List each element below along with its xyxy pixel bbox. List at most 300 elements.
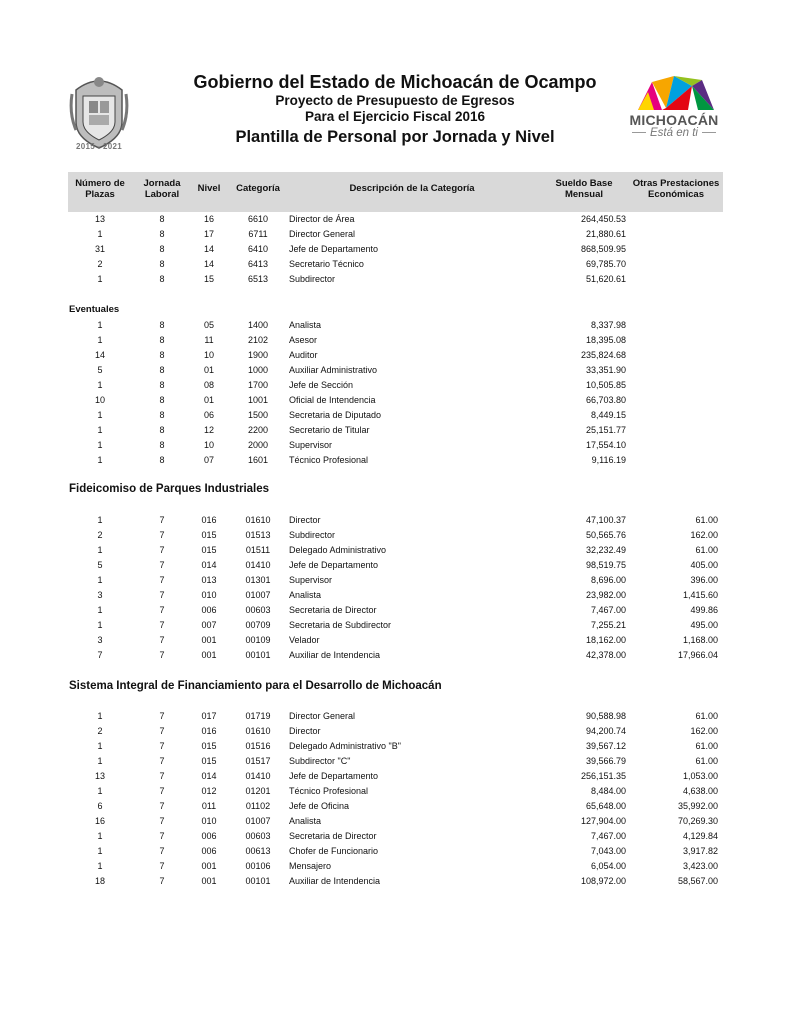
cell-otras-prestaciones: 1,053.00 — [682, 771, 718, 781]
cell-descripcion: Director — [289, 515, 321, 525]
cell-descripcion: Jefe de Departamento — [289, 771, 379, 781]
table-row — [68, 363, 723, 378]
table-row — [68, 739, 723, 754]
cell-descripcion: Delegado Administrativo "B" — [289, 741, 401, 751]
cell-nivel: 16 — [203, 214, 214, 224]
col-descripcion: Descripción de la Categoría — [349, 183, 475, 194]
cell-categoria: 01007 — [245, 590, 271, 600]
cell-sueldo-base: 98,519.75 — [585, 560, 626, 570]
cell-jornada: 7 — [159, 650, 165, 660]
cell-categoria: 2000 — [247, 440, 269, 450]
table-row — [68, 724, 723, 739]
cell-numero-plazas: 1 — [97, 545, 103, 555]
cell-numero-plazas: 13 — [94, 214, 105, 224]
cell-descripcion: Subdirector — [289, 274, 336, 284]
cell-jornada: 8 — [159, 320, 165, 330]
cell-numero-plazas: 1 — [97, 425, 103, 435]
cell-jornada: 7 — [159, 801, 165, 811]
cell-jornada: 7 — [159, 876, 165, 886]
table-row — [68, 257, 723, 272]
cell-nivel: 012 — [201, 786, 217, 796]
state-coat-of-arms-icon — [68, 70, 130, 152]
table-row — [68, 633, 723, 648]
cell-numero-plazas: 1 — [97, 786, 103, 796]
cell-sueldo-base: 256,151.35 — [580, 771, 626, 781]
cell-sueldo-base: 39,566.79 — [585, 756, 626, 766]
cell-numero-plazas: 1 — [97, 711, 103, 721]
cell-categoria: 1601 — [247, 455, 269, 465]
table-row — [68, 378, 723, 393]
table-row — [68, 814, 723, 829]
table-row — [68, 618, 723, 633]
cell-descripcion: Secretario de Titular — [289, 425, 370, 435]
table-row — [68, 709, 723, 724]
cell-sueldo-base: 8,449.15 — [590, 410, 626, 420]
cell-nivel: 12 — [203, 425, 214, 435]
cell-otras-prestaciones: 4,129.84 — [682, 831, 718, 841]
document-header — [0, 0, 791, 170]
cell-otras-prestaciones: 1,168.00 — [682, 635, 718, 645]
cell-descripcion: Director — [289, 726, 321, 736]
cell-categoria: 01719 — [245, 711, 271, 721]
cell-numero-plazas: 3 — [97, 590, 103, 600]
cell-otras-prestaciones: 58,567.00 — [677, 876, 718, 886]
cell-nivel: 017 — [201, 711, 217, 721]
cell-sueldo-base: 94,200.74 — [585, 726, 626, 736]
cell-sueldo-base: 7,043.00 — [590, 846, 626, 856]
cell-nivel: 013 — [201, 575, 217, 585]
cell-nivel: 010 — [201, 590, 217, 600]
cell-nivel: 006 — [201, 831, 217, 841]
cell-descripcion: Velador — [289, 635, 320, 645]
cell-nivel: 016 — [201, 726, 217, 736]
table-row — [68, 348, 723, 363]
cell-sueldo-base: 25,151.77 — [585, 425, 626, 435]
cell-sueldo-base: 33,351.90 — [585, 365, 626, 375]
table-row — [68, 844, 723, 859]
table-row — [68, 784, 723, 799]
cell-descripcion: Director General — [289, 711, 356, 721]
cell-nivel: 016 — [201, 515, 217, 525]
cell-jornada: 8 — [159, 455, 165, 465]
cell-jornada: 7 — [159, 786, 165, 796]
cell-nivel: 014 — [201, 771, 217, 781]
table-column-header — [68, 172, 723, 212]
cell-nivel: 15 — [203, 274, 214, 284]
cell-otras-prestaciones: 3,917.82 — [682, 846, 718, 856]
table-row — [68, 874, 723, 889]
table-row — [68, 513, 723, 528]
table-row — [68, 829, 723, 844]
cell-numero-plazas: 6 — [97, 801, 103, 811]
cell-nivel: 07 — [203, 455, 214, 465]
cell-otras-prestaciones: 4,638.00 — [682, 786, 718, 796]
cell-jornada: 7 — [159, 861, 165, 871]
cell-descripcion: Técnico Profesional — [289, 786, 369, 796]
table-row — [68, 212, 723, 227]
cell-jornada: 8 — [159, 395, 165, 405]
cell-nivel: 011 — [201, 801, 217, 811]
cell-sueldo-base: 66,703.80 — [585, 395, 626, 405]
cell-otras-prestaciones: 17,966.04 — [677, 650, 718, 660]
cell-nivel: 015 — [201, 545, 217, 555]
report-title: Plantilla de Personal por Jornada y Nivel — [235, 128, 555, 146]
cell-otras-prestaciones: 61.00 — [695, 545, 718, 555]
cell-descripcion: Jefe de Sección — [289, 380, 354, 390]
cell-categoria: 01410 — [245, 560, 271, 570]
cell-jornada: 7 — [159, 771, 165, 781]
cell-jornada: 7 — [159, 560, 165, 570]
cell-categoria: 6513 — [247, 274, 269, 284]
table-row — [68, 408, 723, 423]
cell-categoria: 1500 — [247, 410, 269, 420]
fiscal-year-subtitle: Para el Ejercicio Fiscal 2016 — [304, 109, 486, 124]
cell-sueldo-base: 50,565.76 — [585, 530, 626, 540]
section-title: Eventuales — [69, 304, 120, 315]
cell-jornada: 7 — [159, 816, 165, 826]
cell-numero-plazas: 1 — [97, 831, 103, 841]
cell-jornada: 8 — [159, 229, 165, 239]
cell-descripcion: Mensajero — [289, 861, 332, 871]
cell-descripcion: Secretaria de Director — [289, 831, 377, 841]
table-row — [68, 573, 723, 588]
cell-otras-prestaciones: 61.00 — [695, 515, 718, 525]
cell-jornada: 8 — [159, 410, 165, 420]
cell-jornada: 7 — [159, 846, 165, 856]
cell-categoria: 01516 — [245, 741, 271, 751]
cell-categoria: 01610 — [245, 726, 271, 736]
cell-categoria: 01201 — [245, 786, 271, 796]
cell-descripcion: Auditor — [289, 350, 318, 360]
cell-jornada: 7 — [159, 575, 165, 585]
cell-otras-prestaciones: 3,423.00 — [682, 861, 718, 871]
cell-otras-prestaciones: 495.00 — [690, 620, 718, 630]
cell-nivel: 17 — [203, 229, 214, 239]
cell-descripcion: Secretaria de Subdirector — [289, 620, 392, 630]
cell-jornada: 7 — [159, 545, 165, 555]
cell-categoria: 01513 — [245, 530, 271, 540]
cell-numero-plazas: 1 — [97, 229, 103, 239]
cell-descripcion: Asesor — [289, 335, 318, 345]
cell-categoria: 1400 — [247, 320, 269, 330]
cell-jornada: 7 — [159, 515, 165, 525]
cell-sueldo-base: 868,509.95 — [580, 244, 626, 254]
table-row — [68, 603, 723, 618]
cell-categoria: 00613 — [245, 846, 271, 856]
cell-categoria: 00101 — [245, 876, 271, 886]
cell-numero-plazas: 1 — [97, 274, 103, 284]
cell-sueldo-base: 235,824.68 — [580, 350, 626, 360]
cell-nivel: 06 — [203, 410, 214, 420]
cell-sueldo-base: 21,880.61 — [585, 229, 626, 239]
cell-numero-plazas: 1 — [97, 440, 103, 450]
cell-categoria: 1900 — [247, 350, 269, 360]
cell-categoria: 00603 — [245, 605, 271, 615]
cell-categoria: 2102 — [247, 335, 269, 345]
cell-jornada: 8 — [159, 425, 165, 435]
cell-sueldo-base: 32,232.49 — [585, 545, 626, 555]
cell-otras-prestaciones: 61.00 — [695, 711, 718, 721]
cell-sueldo-base: 6,054.00 — [590, 861, 626, 871]
cell-sueldo-base: 8,484.00 — [590, 786, 626, 796]
cell-descripcion: Secretario Técnico — [289, 259, 364, 269]
cell-sueldo-base: 108,972.00 — [580, 876, 626, 886]
cell-descripcion: Secretaria de Director — [289, 605, 377, 615]
cell-sueldo-base: 23,982.00 — [585, 590, 626, 600]
cell-otras-prestaciones: 396.00 — [690, 575, 718, 585]
table-row — [68, 648, 723, 663]
col-nivel: Nivel — [197, 183, 221, 194]
cell-sueldo-base: 7,467.00 — [590, 605, 626, 615]
cell-descripcion: Jefe de Oficina — [289, 801, 350, 811]
cell-nivel: 11 — [204, 335, 214, 345]
cell-descripcion: Jefe de Departamento — [289, 560, 379, 570]
table-row — [68, 528, 723, 543]
cell-descripcion: Supervisor — [289, 575, 333, 585]
cell-categoria: 01511 — [245, 545, 271, 555]
cell-numero-plazas: 1 — [97, 380, 103, 390]
cell-categoria: 00109 — [245, 635, 271, 645]
cell-sueldo-base: 47,100.37 — [585, 515, 626, 525]
cell-jornada: 8 — [159, 259, 165, 269]
cell-descripcion: Auxiliar de Intendencia — [289, 650, 381, 660]
cell-nivel: 014 — [201, 560, 217, 570]
cell-sueldo-base: 9,116.19 — [591, 455, 626, 465]
cell-numero-plazas: 1 — [97, 575, 103, 585]
cell-categoria: 2200 — [247, 425, 269, 435]
cell-numero-plazas: 16 — [94, 816, 105, 826]
table-row — [68, 393, 723, 408]
col-jornada-laboral — [138, 178, 186, 200]
cell-nivel: 05 — [203, 320, 214, 330]
table-row — [68, 588, 723, 603]
cell-categoria: 1700 — [247, 380, 269, 390]
cell-nivel: 007 — [201, 620, 217, 630]
cell-descripcion: Subdirector — [289, 530, 336, 540]
cell-numero-plazas: 10 — [94, 395, 105, 405]
cell-numero-plazas: 1 — [97, 605, 103, 615]
cell-categoria: 01517 — [245, 756, 271, 766]
cell-sueldo-base: 65,648.00 — [585, 801, 626, 811]
col-categoria: Categoría — [236, 183, 280, 194]
table-row — [68, 453, 723, 468]
cell-descripcion: Técnico Profesional — [289, 455, 369, 465]
cell-numero-plazas: 1 — [97, 515, 103, 525]
section-title: Sistema Integral de Financiamiento para el Desarrollo de Michoacán — [69, 680, 442, 692]
cell-descripcion: Analista — [289, 590, 322, 600]
cell-jornada: 7 — [159, 711, 165, 721]
col-sueldo-base — [538, 178, 630, 200]
col-jornada-line2: Laboral — [144, 189, 180, 200]
cell-numero-plazas: 18 — [94, 876, 105, 886]
cell-categoria: 1000 — [247, 365, 269, 375]
cell-sueldo-base: 10,505.85 — [585, 380, 626, 390]
cell-categoria: 6711 — [248, 229, 268, 239]
section-title: Fideicomiso de Parques Industriales — [69, 483, 270, 495]
cell-jornada: 7 — [159, 831, 165, 841]
table-row — [68, 859, 723, 874]
cell-descripcion: Analista — [289, 816, 322, 826]
cell-numero-plazas: 31 — [94, 244, 105, 254]
cell-descripcion: Supervisor — [289, 440, 333, 450]
cell-otras-prestaciones: 405.00 — [690, 560, 718, 570]
cell-nivel: 01 — [203, 395, 214, 405]
table-row — [68, 543, 723, 558]
cell-numero-plazas: 2 — [97, 726, 103, 736]
logo-tagline — [620, 127, 728, 139]
cell-jornada: 8 — [159, 214, 165, 224]
table-row — [68, 423, 723, 438]
cell-descripcion: Chofer de Funcionario — [289, 846, 379, 856]
cell-nivel: 14 — [203, 259, 214, 269]
cell-categoria: 6413 — [247, 259, 269, 269]
cell-numero-plazas: 2 — [97, 259, 103, 269]
cell-categoria: 00106 — [245, 861, 271, 871]
cell-jornada: 7 — [159, 635, 165, 645]
cell-otras-prestaciones: 162.00 — [690, 726, 718, 736]
cell-jornada: 8 — [159, 244, 165, 254]
cell-nivel: 10 — [203, 440, 214, 450]
cell-jornada: 8 — [159, 335, 165, 345]
table-row — [68, 318, 723, 333]
table-row — [68, 769, 723, 784]
cell-jornada: 7 — [159, 741, 165, 751]
cell-numero-plazas: 2 — [97, 530, 103, 540]
col-numero-plazas — [68, 178, 132, 200]
cell-nivel: 001 — [201, 635, 217, 645]
cell-descripcion: Subdirector "C" — [289, 756, 351, 766]
col-sueldo-line2: Mensual — [564, 189, 603, 200]
cell-otras-prestaciones: 162.00 — [690, 530, 718, 540]
cell-otras-prestaciones: 499.86 — [690, 605, 718, 615]
cell-nivel: 015 — [201, 741, 217, 751]
table-row — [68, 227, 723, 242]
cell-otras-prestaciones: 35,992.00 — [677, 801, 718, 811]
cell-nivel: 01 — [203, 365, 214, 375]
cell-nivel: 10 — [203, 350, 214, 360]
cell-sueldo-base: 8,337.98 — [590, 320, 626, 330]
government-title: Gobierno del Estado de Michoacán de Ocampo — [193, 72, 597, 92]
cell-numero-plazas: 1 — [97, 410, 103, 420]
cell-numero-plazas: 1 — [97, 620, 103, 630]
cell-sueldo-base: 90,588.98 — [585, 711, 626, 721]
cell-descripcion: Auxiliar Administrativo — [289, 365, 378, 375]
cell-nivel: 08 — [203, 380, 214, 390]
cell-descripcion: Secretaria de Diputado — [289, 410, 382, 420]
col-otras-prestaciones — [628, 178, 724, 200]
cell-jornada: 7 — [159, 620, 165, 630]
col-numero-plazas-line2: Plazas — [85, 189, 115, 200]
cell-descripcion: Jefe de Departamento — [289, 244, 379, 254]
cell-sueldo-base: 51,620.61 — [585, 274, 626, 284]
cell-jornada: 8 — [159, 365, 165, 375]
cell-sueldo-base: 264,450.53 — [580, 214, 626, 224]
cell-numero-plazas: 1 — [97, 756, 103, 766]
cell-nivel: 010 — [201, 816, 217, 826]
cell-categoria: 01410 — [245, 771, 271, 781]
cell-numero-plazas: 1 — [97, 455, 103, 465]
col-sueldo-line1: Sueldo Base — [555, 178, 613, 189]
col-jornada-line1: Jornada — [143, 178, 181, 189]
cell-jornada: 7 — [159, 530, 165, 540]
cell-nivel: 006 — [201, 605, 217, 615]
cell-jornada: 7 — [159, 726, 165, 736]
cell-descripcion: Director General — [289, 229, 356, 239]
cell-numero-plazas: 5 — [97, 560, 103, 570]
cell-sueldo-base: 8,696.00 — [590, 575, 626, 585]
table-row — [68, 754, 723, 769]
title-block — [150, 71, 640, 148]
budget-subtitle: Proyecto de Presupuesto de Egresos — [275, 93, 515, 108]
cell-sueldo-base: 17,554.10 — [585, 440, 626, 450]
cell-numero-plazas: 13 — [94, 771, 105, 781]
cell-categoria: 00101 — [245, 650, 271, 660]
cell-numero-plazas: 1 — [97, 846, 103, 856]
cell-otras-prestaciones: 61.00 — [695, 756, 718, 766]
cell-numero-plazas: 7 — [97, 650, 103, 660]
cell-jornada: 7 — [159, 756, 165, 766]
cell-sueldo-base: 69,785.70 — [585, 259, 626, 269]
cell-descripcion: Analista — [289, 320, 322, 330]
cell-jornada: 8 — [159, 380, 165, 390]
cell-otras-prestaciones: 70,269.30 — [677, 816, 718, 826]
cell-jornada: 7 — [159, 590, 165, 600]
cell-categoria: 01301 — [245, 575, 271, 585]
cell-jornada: 8 — [159, 440, 165, 450]
cell-nivel: 015 — [201, 756, 217, 766]
cell-nivel: 001 — [201, 650, 217, 660]
cell-jornada: 8 — [159, 350, 165, 360]
cell-categoria: 6410 — [247, 244, 269, 254]
cell-descripcion: Oficial de Intendencia — [289, 395, 376, 405]
cell-sueldo-base: 18,162.00 — [585, 635, 626, 645]
cell-nivel: 006 — [201, 846, 217, 856]
cell-categoria: 1001 — [247, 395, 269, 405]
cell-numero-plazas: 1 — [97, 335, 103, 345]
cell-nivel: 001 — [201, 861, 217, 871]
col-otras-line1: Otras Prestaciones — [632, 178, 720, 189]
cell-jornada: 8 — [159, 274, 165, 284]
cell-numero-plazas: 1 — [97, 861, 103, 871]
table-row — [68, 272, 723, 287]
cell-descripcion: Auxiliar de Intendencia — [289, 876, 381, 886]
cell-categoria: 00709 — [245, 620, 271, 630]
col-otras-line2: Económicas — [648, 189, 704, 200]
cell-numero-plazas: 3 — [97, 635, 103, 645]
cell-jornada: 7 — [159, 605, 165, 615]
table-row — [68, 333, 723, 348]
cell-categoria: 01610 — [245, 515, 271, 525]
table-row — [68, 799, 723, 814]
cell-categoria: 01102 — [245, 801, 271, 811]
cell-categoria: 00603 — [245, 831, 271, 841]
table-row — [68, 558, 723, 573]
logo-tagline-text: Está en ti — [650, 127, 698, 139]
cell-numero-plazas: 5 — [97, 365, 103, 375]
administration-years: 2015 - 2021 — [75, 142, 122, 151]
cell-sueldo-base: 39,567.12 — [585, 741, 626, 751]
cell-categoria: 01007 — [245, 816, 271, 826]
cell-sueldo-base: 42,378.00 — [585, 650, 626, 660]
cell-nivel: 001 — [201, 876, 217, 886]
table-row — [68, 438, 723, 453]
cell-categoria: 6610 — [247, 214, 269, 224]
col-numero-plazas-line1: Número de — [75, 178, 125, 189]
cell-sueldo-base: 7,467.00 — [590, 831, 626, 841]
cell-nivel: 14 — [203, 244, 214, 254]
cell-numero-plazas: 14 — [94, 350, 105, 360]
cell-nivel: 015 — [201, 530, 217, 540]
